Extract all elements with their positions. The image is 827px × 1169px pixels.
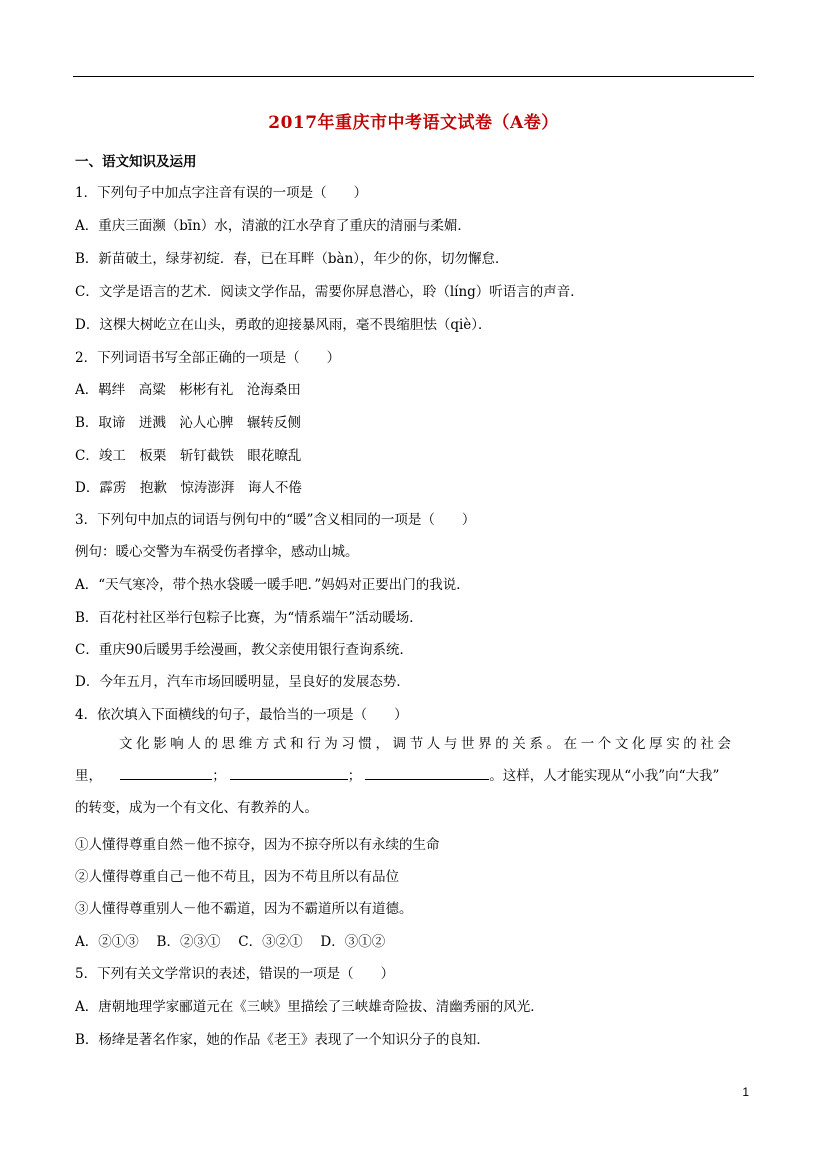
q4-passage-line1: 文化影响人的思维方式和行为习惯，调节人与世界的关系。在一个文化厚实的社会	[119, 736, 735, 752]
q3-option-c: C．重庆90后暖男手绘漫画，教父亲使用银行查询系统．	[75, 642, 414, 658]
q1-option-c: C．文学是语言的艺术．阅读文学作品，需要你屏息潜心，聆（líng）听语言的声音．	[75, 284, 584, 300]
q2-option-c: C．竣工 板栗 斩钉截铁 眼花暸乱	[75, 448, 302, 464]
q4-blank-2[interactable]	[230, 765, 348, 780]
section-heading: 一、语文知识及运用	[75, 154, 197, 170]
q4-passage-line3: 的转变，成为一个有文化、有教养的人。	[75, 800, 318, 816]
q3-stem: 3．下列句中加点的词语与例句中的“暖”含义相同的一项是（ ）	[75, 512, 476, 528]
q3-example: 例句：暖心交警为车祸受伤者撑伞，感动山城。	[75, 544, 359, 560]
page-number: 1	[742, 1085, 749, 1099]
q1-option-d: D．这棵大树屹立在山头，勇敢的迎接暴风雨，毫不畏缩胆怯（qiè）．	[75, 317, 492, 333]
q5-option-b: B．杨绛是著名作家，她的作品《老王》表现了一个知识分子的良知．	[75, 1032, 490, 1048]
q3-option-a: A．“天气寒冷，带个热水袋暖一暖手吧．”妈妈对正要出门的我说．	[75, 577, 470, 593]
q3-option-b: B．百花村社区举行包粽子比赛，为“情系端午”活动暖场．	[75, 610, 423, 626]
q4-sep-2: ；	[347, 768, 362, 784]
q2-option-d: D．霹雳 抱歉 惊涛澎湃 诲人不倦	[75, 480, 302, 496]
header-rule	[73, 76, 754, 77]
q1-stem: 1．下列句子中加点字注音有误的一项是（ ）	[75, 185, 368, 201]
q4-tail-text: 。这样，人才能实现从“小我”向“大我”	[489, 768, 720, 784]
q4-sentence-1: ①人懂得尊重自然－他不掠夺，因为不掠夺所以有永续的生命	[75, 837, 440, 853]
q2-option-b: B．取谛 迸溅 沁人心脾 辗转反侧	[75, 415, 301, 431]
q4-blank-3[interactable]	[365, 765, 489, 780]
q5-option-a: A．唐朝地理学家郦道元在《三峡》里描绘了三峡雄奇险拔、清幽秀丽的风光．	[75, 999, 544, 1015]
q4-options: A．②①③ B．②③① C．③②① D．③①②	[75, 934, 386, 950]
q4-sentence-2: ②人懂得尊重自己－他不苟且，因为不苟且所以有品位	[75, 869, 399, 885]
q1-option-a: A．重庆三面濒（bīn）水，清澈的江水孕育了重庆的清丽与柔媚．	[75, 218, 471, 234]
q4-passage	[75, 728, 754, 824]
q4-lead-text: 里，	[75, 768, 102, 784]
q4-sep-1: ；	[212, 768, 226, 784]
q2-option-a: A．羁绊 高粱 彬彬有礼 沧海桑田	[75, 382, 301, 398]
q2-stem: 2．下列词语书写全部正确的一项是（ ）	[75, 350, 341, 366]
q4-stem: 4．依次填入下面横线的句子，最恰当的一项是（ ）	[75, 707, 408, 723]
q4-sentence-3: ③人懂得尊重别人－他不霸道，因为不霸道所以有道德。	[75, 901, 413, 917]
q3-option-d: D．今年五月，汽车市场回暖明显，呈良好的发展态势．	[75, 674, 410, 690]
q4-passage-line2	[75, 760, 754, 792]
q4-blank-1[interactable]	[120, 765, 212, 780]
page-title: 2017年重庆市中考语文试卷（A卷）	[268, 113, 559, 133]
q5-stem: 5．下列有关文学常识的表述，错误的一项是（ ）	[75, 966, 395, 982]
q1-option-b: B．新苗破土，绿芽初绽．春，已在耳畔（bàn），年少的你，切勿懈怠．	[75, 251, 509, 267]
